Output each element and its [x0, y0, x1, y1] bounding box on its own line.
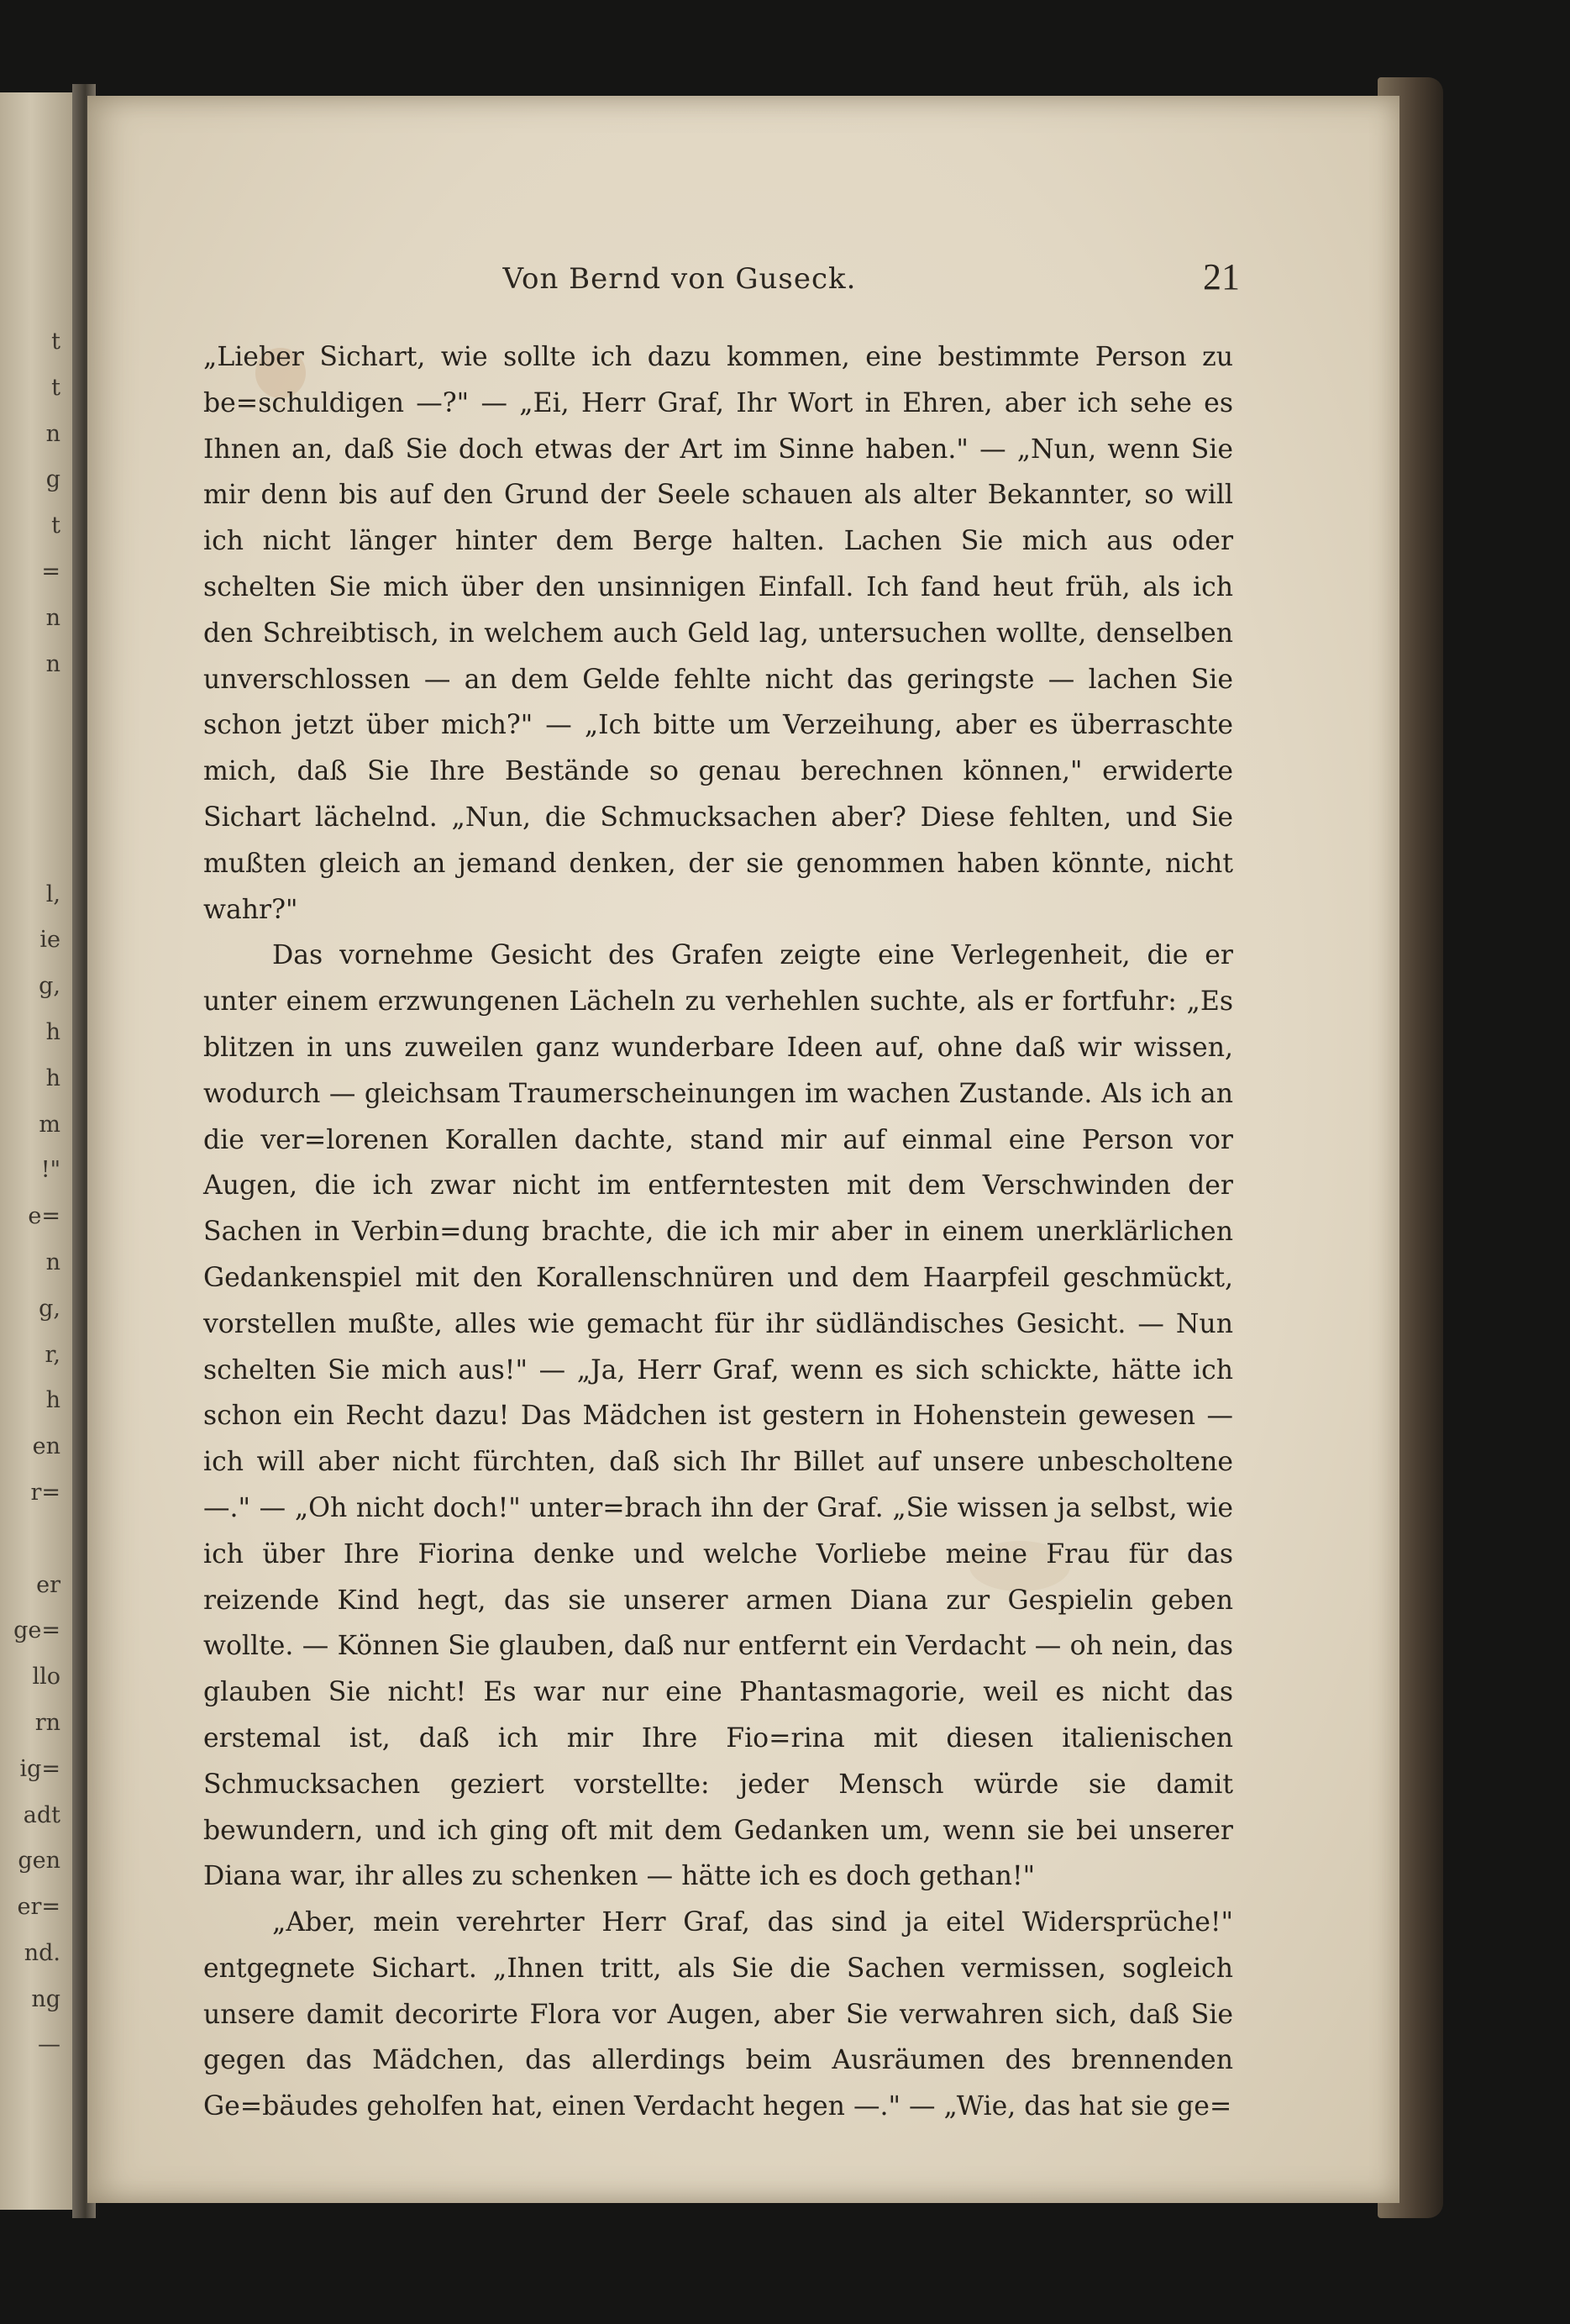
previous-page-fragment: er=: [17, 1894, 60, 1921]
previous-page-fragment: ge=: [13, 1617, 60, 1644]
paragraph: „Lieber Sichart, wie sollte ich dazu kommen, eine bestimmte Person zu be=schuldigen —?" — „Ei, Herr Graf, Ihr Wort in Ehren, aber ich sehe es Ihnen an, daß Sie doch etwas der Art im Sinne haben." — „Nun, wenn Sie mir denn bis auf den Grund der Seele schauen als alter Bekannter, so will ich nicht länger hinter dem Berge halten. Lachen Sie mich aus oder schelten Sie mich über den unsinnigen Einfall. Ich fand heut früh, als ich den Schreibtisch, in welchem auch Geld lag, untersuchen wollte, denselben unverschlossen — an dem Gelde fehlte nicht das geringste — lachen Sie schon jetzt über mich?" — „Ich bitte um Verzeihung, aber es überraschte mich, daß Sie Ihre Bestände so genau berechnen können," erwiderte Sichart lächelnd. „Nun, die Schmucksachen aber? Diese fehlten, und Sie mußten gleich an jemand denken, der sie genommen haben könnte, nicht wahr?": [203, 342, 1233, 925]
previous-page-fragment: —: [38, 2032, 60, 2058]
previous-page-fragment: h: [45, 1387, 60, 1414]
previous-page-fragment: adt: [23, 1801, 60, 1828]
previous-page-fragment: [2, 826, 60, 872]
previous-page-fragment: ig=: [19, 1755, 60, 1782]
previous-page-fragment: nd.: [24, 1939, 60, 1966]
previous-page-fragment: g: [45, 466, 60, 493]
previous-page-fragment: [2, 1517, 60, 1563]
previous-page-fragment: n: [45, 650, 60, 677]
paragraph: Das vornehme Gesicht des Grafen zeigte eine Verlegenheit, die er unter einem erzwungenen Lächeln zu verhehlen suchte, als er fortfuhr: „Es blitzen in uns zuweilen ganz wunderbare Ideen auf, ohne daß wir wissen, wodurch — gleichsam Traumerscheinungen im wachen Zustande. Als ich an die ver=lorenen Korallen dachte, stand mir auf einmal eine Person vor Augen, die ich zwar nicht im entferntesten mit dem Verschwinden der Sachen in Verbin=dung brachte, die ich mir aber in einem unerklärlichen Gedankenspiel mit den Korallenschnüren und dem Haarpfeil geschmückt, vorstellen mußte, alles wie gemacht für ihr südländisches Gesicht. — Nun schelten Sie mich aus!" — „Ja, Herr Graf, wenn es sich schickte, hätte ich schon ein Recht dazu! Das Mädchen ist gestern in Hohenstein gewesen — ich will aber nicht fürchten, daß sich Ihr Billet auf unsere unbescholtene —." — „Oh nicht doch!" unter=brach ihn der Graf. „Sie wissen ja selbst, wie ich über Ihre Fiorina denke und welche Vorliebe meine Frau für das reizende Kind hegt, das sie unserer armen Diana zur Gespielin geben wollte. — Können Sie glauben, daß nur entfernt ein Verdacht — oh nein, das glauben Sie nicht! Es war nur eine Phantasmagorie, weil es nicht das erstemal ist, daß ich mir Ihre Fio=rina mit diesen italienischen Schmucksachen geziert vorstellte: jeder Mensch würde sie damit bewundern, und ich ging oft mit dem Gedanken um, wenn sie bei unserer Diana war, ihr alles zu schenken — hätte ich es doch gethan!": [203, 940, 1233, 1892]
previous-page-fragment: h: [45, 1018, 60, 1045]
page-body-text: [203, 334, 1233, 2130]
previous-page-fragment: r=: [30, 1479, 60, 1506]
previous-page-fragment: en: [32, 1433, 60, 1460]
previous-page-fragment: l,: [45, 881, 60, 907]
previous-page-fragment: =: [41, 558, 60, 585]
previous-page-fragment: r,: [45, 1341, 60, 1368]
previous-page-fragment: er: [36, 1571, 60, 1598]
previous-page-fragment: t: [51, 329, 60, 355]
previous-page-fragment: m: [39, 1111, 60, 1138]
previous-page-fragment: [2, 687, 60, 733]
running-head: Von Bernd von Guseck.: [502, 262, 857, 296]
previous-page-fragment: [2, 733, 60, 780]
previous-page-fragment: t: [51, 374, 60, 401]
previous-page-fragment: n: [45, 420, 60, 447]
previous-page-fragment: rn: [34, 1709, 60, 1736]
previous-page-fragment: h: [45, 1065, 60, 1091]
previous-page-fragment: [2, 780, 60, 826]
previous-page-fragment: g,: [39, 973, 60, 1000]
previous-page-fragment: ng: [31, 1985, 60, 2012]
previous-page-fragment: e=: [28, 1203, 60, 1230]
previous-page-fragment: t: [51, 513, 60, 539]
previous-page-fragment: n: [45, 604, 60, 631]
paragraph: „Aber, mein verehrter Herr Graf, das sind ja eitel Widersprüche!" entgegnete Sichart. „Ihnen tritt, als Sie die Sachen vermissen, sogleich unsere damit decorirte Flora vor Augen, aber Sie verwahren sich, daß Sie gegen das Mädchen, das allerdings beim Ausräumen des brennenden Ge=bäudes geholfen hat, einen Verdacht hegen —." — „Wie, das hat sie ge=: [203, 1907, 1233, 2122]
previous-page-fragment: gen: [18, 1848, 60, 1874]
previous-page-fragment: ie: [39, 927, 60, 954]
page-header: [119, 252, 1240, 311]
page-number: 21: [1203, 256, 1240, 297]
previous-page-text-fragments: [2, 319, 60, 2069]
previous-page-fragment: llo: [32, 1664, 60, 1690]
previous-page-fragment: n: [45, 1249, 60, 1275]
previous-page-fragment: !": [40, 1157, 60, 1184]
previous-page-fragment: g,: [39, 1295, 60, 1322]
